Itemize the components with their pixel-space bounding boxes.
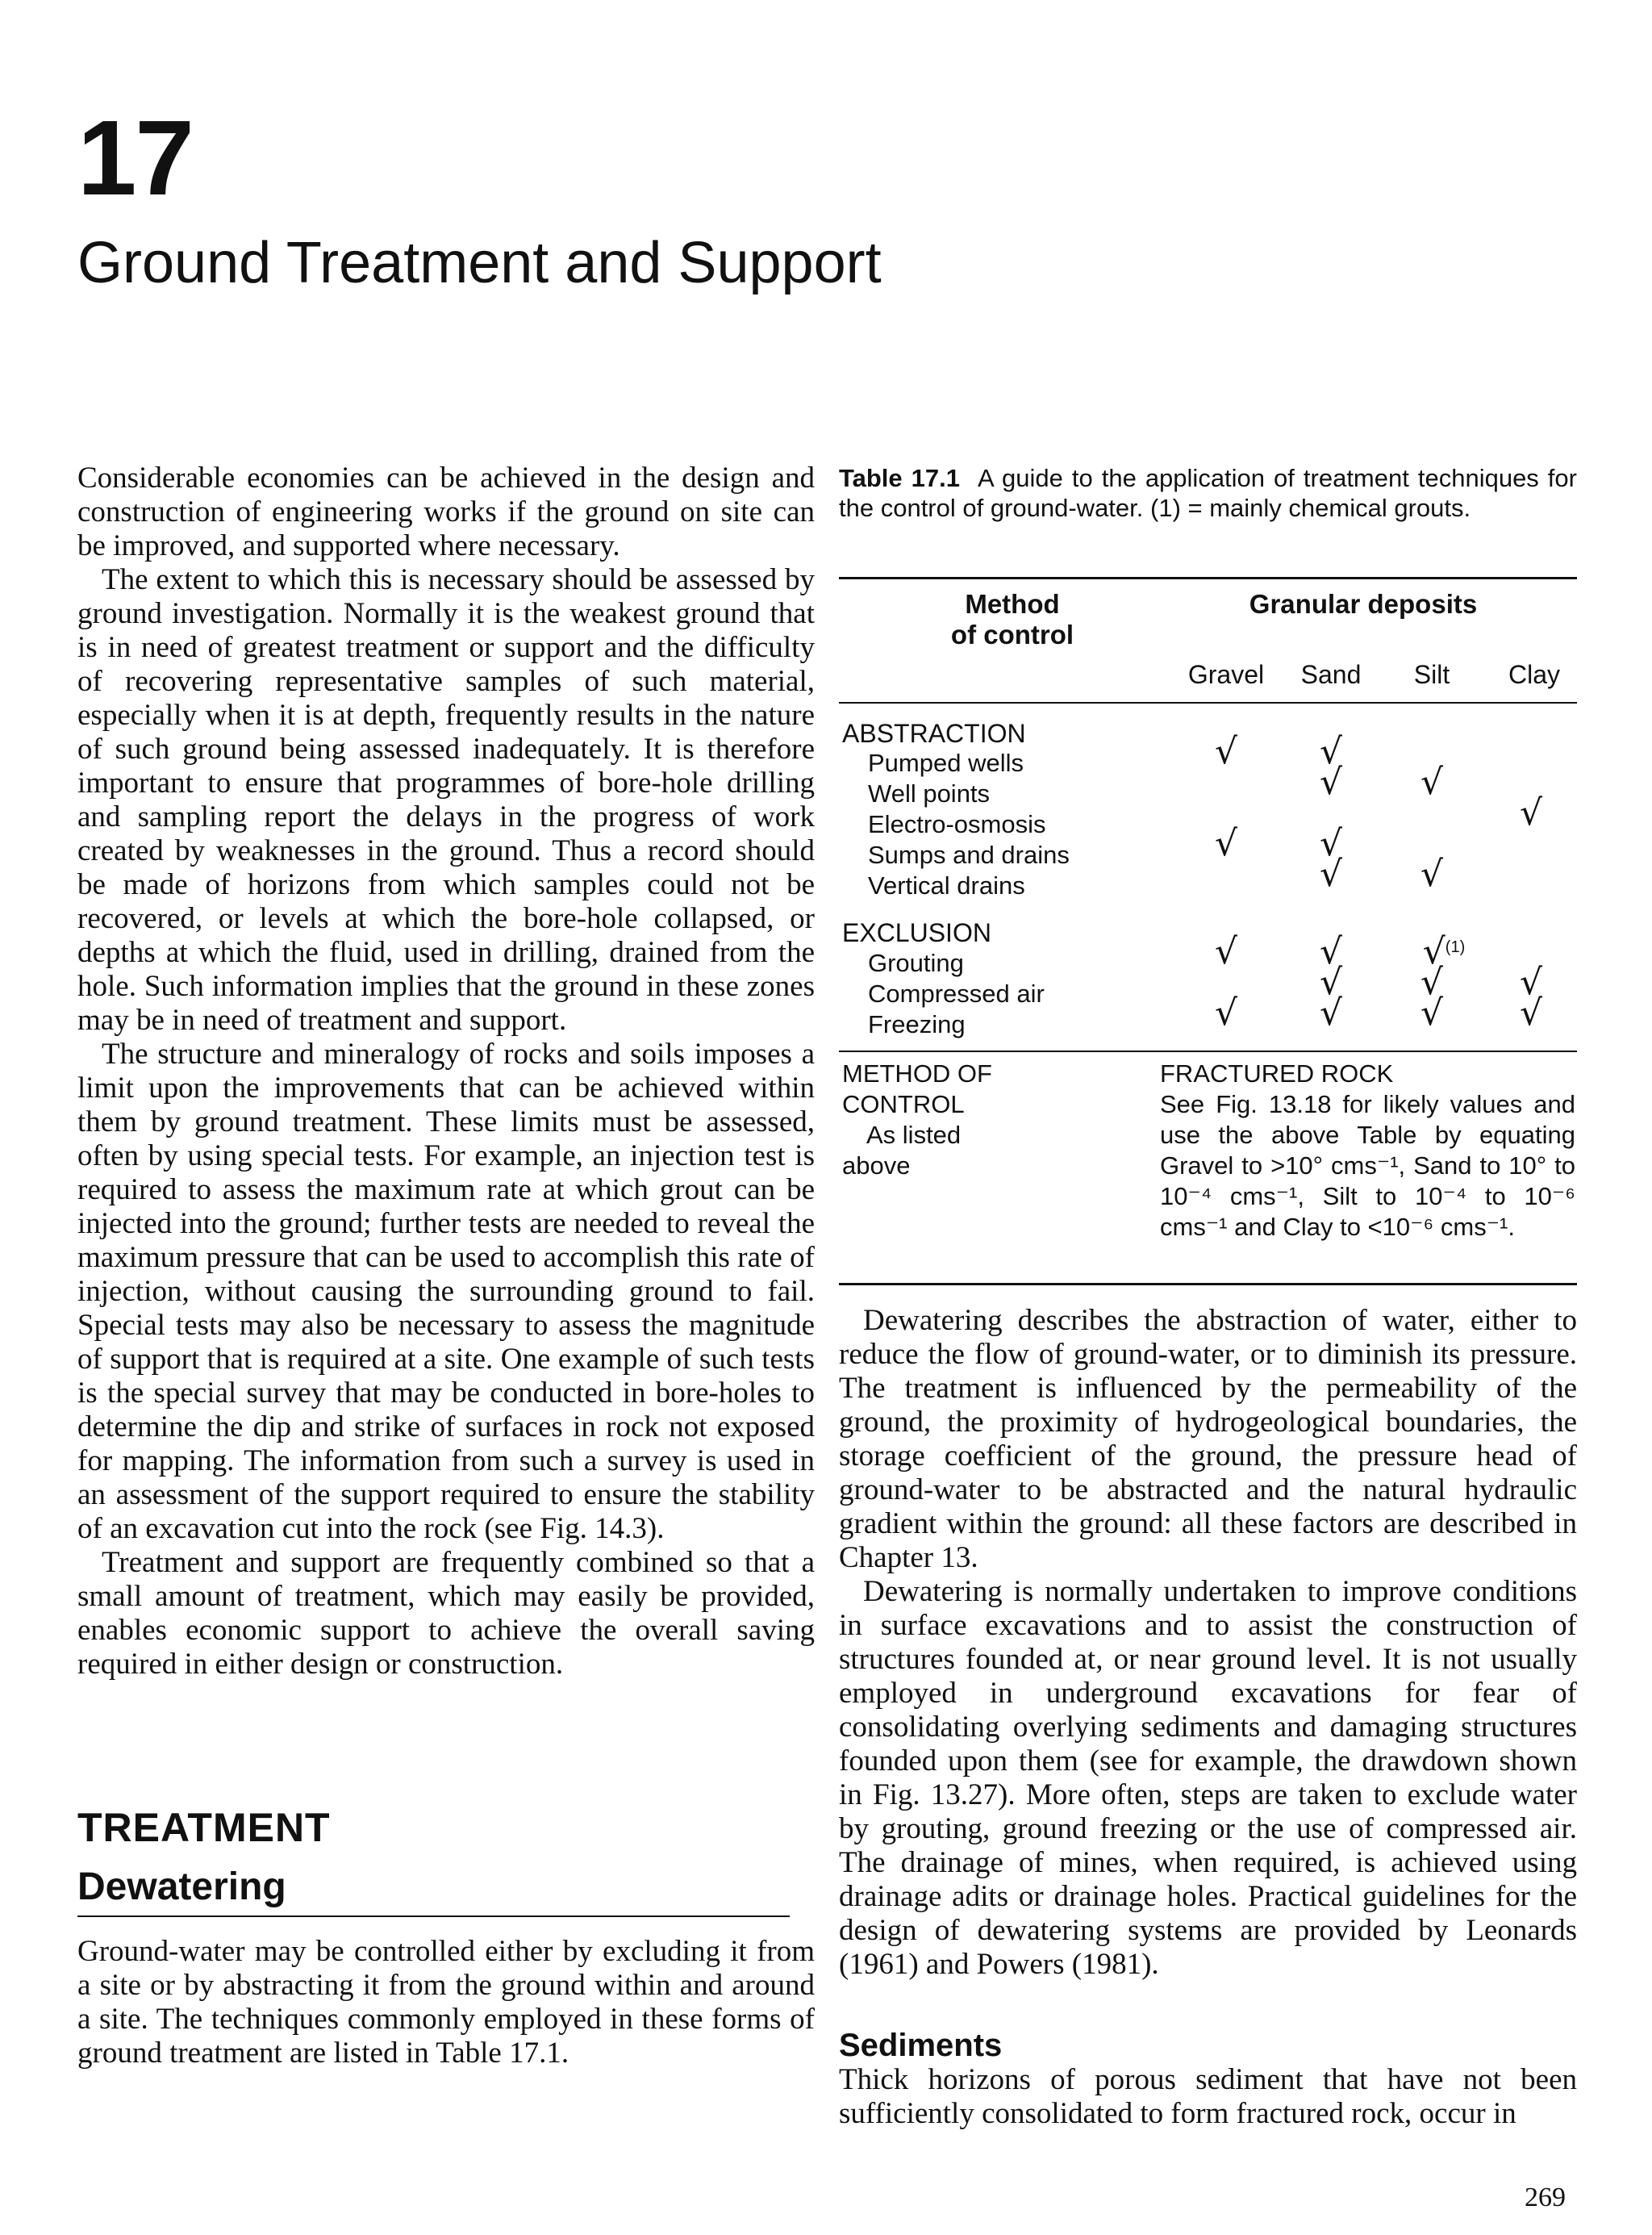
column-header-gravel: Gravel — [1187, 660, 1265, 689]
check-mark-icon: √ — [1519, 792, 1543, 833]
paragraph: Dewatering is normally undertaken to improve conditions in surface excavations and to assist the construction of structures founded at, or near ground level. It is not usually employed in underground excavations for fear of consolidating overlying sediments and damaging structures founded upon them (see for example, the drawdown shown in Fig. 13.27). More often, steps are taken to exclude water by grouting, ground freezing or the use of compressed air. The drainage of mines, when required, is achieved using drainage adits or drainage holes. Practical guidelines for the design of dewatering systems are provided by Leonards (1961) and Powers (1981). — [839, 1575, 1577, 1981]
check-mark-icon: √ — [1319, 762, 1343, 803]
table-group-header: Granular deposits — [1249, 589, 1478, 619]
subsection-heading: Dewatering — [77, 1865, 286, 1908]
check-mark-icon: √ — [1214, 823, 1238, 864]
table-footer-method — [842, 1059, 1020, 1181]
table-top-rule — [839, 577, 1577, 579]
table-header-rule — [839, 702, 1577, 704]
check-mark-icon: √ — [1319, 992, 1343, 1034]
method-header-line: of control — [950, 620, 1074, 650]
table-label: Table 17.1 — [839, 464, 961, 492]
table-caption-text: A guide to the application of treatment techniques for the control of ground-water. (1) = mainly chemical grouts. — [839, 464, 1577, 522]
table-row-label: Compressed air — [868, 980, 1045, 1008]
table-row-label: Well points — [868, 779, 991, 808]
chapter-title: Ground Treatment and Support — [77, 231, 882, 295]
table-row-label: Electro-osmosis — [868, 810, 1046, 838]
check-mark-icon: √ — [1420, 762, 1444, 803]
heading-rule — [77, 1915, 790, 1917]
check-mark-icon: √ — [1319, 931, 1343, 972]
subsection-heading-sediments: Sediments — [839, 2028, 1003, 2063]
table-row-label: Vertical drains — [868, 871, 1025, 900]
footer-line: above — [842, 1151, 911, 1180]
table-footer-fractured-rock — [1160, 1059, 1575, 1243]
page-number: 269 — [1525, 2183, 1566, 2212]
table-method-header — [932, 589, 1093, 650]
method-header-line: Method — [965, 589, 1060, 619]
paragraph: Treatment and support are frequently combined so that a small amount of treatment, which may easily be provided, enables economic support to achieve the overall saving required in either design or construction. — [77, 1546, 815, 1681]
left-column — [77, 462, 815, 1681]
table-mid-rule — [839, 1051, 1577, 1052]
paragraph: Considerable economies can be achieved in the design and construction of engineering works if the ground on site can be improved, and supported where necessary. — [77, 462, 815, 562]
grouting-note: (1) — [1445, 938, 1466, 956]
check-mark-icon: √ — [1214, 731, 1238, 772]
check-mark-icon: √ — [1319, 823, 1343, 864]
column-header-silt: Silt — [1413, 660, 1450, 689]
paragraph: The structure and mineralogy of rocks and soils imposes a limit upon the improvements that can be achieved within them by ground treatment. These limits must be assessed, often by using special tests. For example, an injection test is required to assess the maximum rate at which grout can be injected into the ground; further tests are needed to reveal the maximum pressure that can be used to accomplish this rate of injection, without causing the surrounding ground to fail. Special tests may also be necessary to assess the magnitude of support that is required at a site. One example of such tests is the special survey that may be conducted in bore-holes to determine the dip and strike of surfaces in rock not exposed for mapping. The information from such a survey is used in an assessment of the support required to ensure the stability of an excavation cut into the rock (see Fig. 14.3). — [77, 1038, 815, 1545]
section-heading: TREATMENT — [77, 1805, 331, 1850]
check-mark-icon: √ — [1214, 992, 1238, 1034]
table-group-abstraction: ABSTRACTION — [842, 719, 1026, 748]
paragraph: The extent to which this is necessary should be assessed by ground investigation. Normally it is the weakest ground that is in need of greatest treatment or support and the difficulty of recovering representative samples of such material, especially when it is at depth, frequently results in the nature of such ground being assessed inadequately. It is therefore important to ensure that programmes of bore-hole drilling and sampling report the delays in the progress of work created by weaknesses in the ground. Thus a record should be made of horizons from which samples could not be recovered, or levels at which the bore-hole collapsed, or depths at which the fluid, used in drilling, drained from the hole. Such information implies that the ground in these zones may be in need of treatment and support. — [77, 563, 815, 1037]
check-mark-glyph: √ — [1422, 931, 1446, 972]
footer-line: CONTROL — [842, 1090, 965, 1118]
table-row-label: Pumped wells — [868, 749, 1024, 777]
footer-text: See Fig. 13.18 for likely values and use the above Table by equating Gravel to >10° cms⁻¹, Sand to 10° to 10⁻⁴ cms⁻¹, Silt to 10⁻⁴ to 10⁻⁶ cms⁻¹ and Clay to <10⁻⁶ cms⁻¹. — [1160, 1090, 1575, 1241]
check-mark-icon: √ — [1319, 962, 1343, 1003]
check-mark-icon: √ — [1319, 854, 1343, 895]
check-mark-icon: √ — [1519, 992, 1543, 1034]
table-row-label: Sumps and drains — [868, 841, 1070, 869]
check-mark-icon: √ — [1420, 854, 1444, 895]
column-header-clay: Clay — [1508, 660, 1560, 689]
check-mark-icon: √ — [1519, 962, 1543, 1003]
table-group-exclusion: EXCLUSION — [842, 918, 991, 947]
table-caption — [839, 463, 1577, 523]
footer-line: METHOD OF — [842, 1059, 992, 1088]
footer-title: FRACTURED ROCK — [1160, 1059, 1394, 1088]
footer-line: As listed — [866, 1121, 962, 1149]
paragraph: Dewatering describes the abstraction of water, either to reduce the flow of ground-water, or to diminish its pressure. The treatment is influenced by the permeability of the ground, the proximity of hydrogeological boundaries, the storage coefficient of the ground, the pressure head of ground-water to be abstracted and the natural hydraulic gradient within the ground: all these factors are described in Chapter 13. — [839, 1304, 1577, 1574]
check-mark-icon: √ — [1319, 731, 1343, 772]
paragraph: Thick horizons of porous sediment that have not been sufficiently consolidated to form fractured rock, occur in — [839, 2063, 1577, 2130]
table-row-label: Grouting — [868, 949, 964, 977]
table-row-label: Freezing — [868, 1010, 966, 1038]
check-mark-icon: √ — [1420, 992, 1444, 1034]
dewatering-intro — [77, 1935, 815, 2070]
check-mark-icon: √ — [1420, 962, 1444, 1003]
right-column — [839, 1304, 1577, 1982]
sediments-paragraph — [839, 2063, 1577, 2131]
chapter-number: 17 — [77, 98, 193, 217]
check-mark-icon: √ — [1214, 931, 1238, 972]
table-bottom-rule — [839, 1283, 1577, 1285]
column-header-sand: Sand — [1300, 660, 1362, 689]
paragraph: Ground-water may be controlled either by excluding it from a site or by abstracting it from the ground within and around a site. The techniques commonly employed in these forms of ground treatment are listed in Table 17.1. — [77, 1935, 815, 2070]
